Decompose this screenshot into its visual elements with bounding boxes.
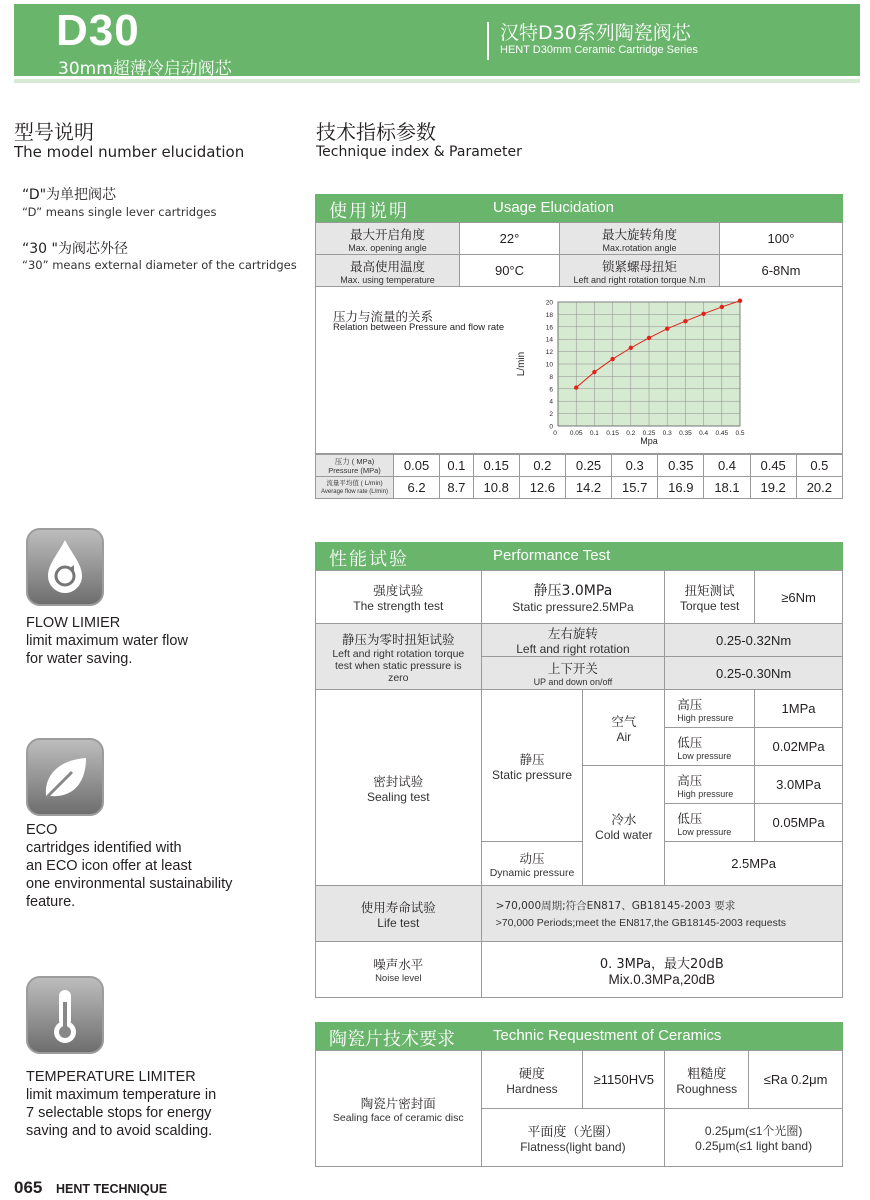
air-low-label-en: Low pressure <box>677 750 732 761</box>
eco-line: an ECO icon offer at least <box>26 858 192 874</box>
performance-table <box>315 570 843 998</box>
leaf-icon <box>26 738 104 816</box>
model-d-cn: “D"为单把阀芯 <box>22 187 117 203</box>
water-low-label-en: Low pressure <box>677 826 732 837</box>
air-low-value: 0.02MPa <box>755 728 843 766</box>
data-point <box>647 336 651 340</box>
y-tick-label: 6 <box>549 386 553 394</box>
eco-line: feature. <box>26 894 76 910</box>
ceramic-section-header <box>315 1022 843 1050</box>
temp-limiter-line: 7 selectable stops for energy <box>26 1105 212 1121</box>
x-tick-label: 0.15 <box>606 430 619 437</box>
performance-section-header <box>315 542 843 570</box>
flow-cell: 14.2 <box>565 477 611 499</box>
product-code: D30 <box>56 6 140 55</box>
max-rot-label: 最大旋转角度 <box>601 226 677 242</box>
data-point <box>738 299 742 303</box>
pressure-cell: 0.15 <box>473 455 519 477</box>
flow-cell: 20.2 <box>796 477 842 499</box>
pressure-row-label-en: Pressure (MPa) <box>328 465 381 475</box>
usage-table <box>315 222 843 287</box>
water-low-label: 低压 <box>677 810 703 826</box>
air-high-label: 高压 <box>677 696 703 712</box>
y-tick-label: 12 <box>545 349 553 357</box>
pressure-cell: 0.45 <box>750 455 796 477</box>
x-axis-label: Mpa <box>640 436 658 446</box>
pressure-flow-table <box>315 454 843 499</box>
flow-cell: 12.6 <box>519 477 565 499</box>
flatness-value-cn: 0.25μm(≤1个光圈) <box>704 1124 803 1138</box>
y-tick-label: 14 <box>545 336 553 344</box>
header-divider <box>487 22 489 60</box>
eco-title: ECO <box>26 822 58 838</box>
usage-title-cn: 使用说明 <box>329 201 409 222</box>
y-axis-label: L/min <box>516 351 527 377</box>
model-d-en: “D” means single lever cartridges <box>22 205 217 219</box>
model-title-en: The model number elucidation <box>14 143 245 161</box>
torque-test-value: ≥6Nm <box>755 571 843 624</box>
x-origin-label: 0 <box>553 430 557 437</box>
data-point <box>610 357 614 361</box>
water-label-en: Cold water <box>595 827 653 842</box>
flatness-label: 平面度（光圈） <box>527 1125 619 1140</box>
air-high-value: 1MPa <box>755 690 843 728</box>
air-high-label-en: High pressure <box>677 712 734 723</box>
water-high-value: 3.0MPa <box>755 766 843 804</box>
pressure-cell: 0.4 <box>704 455 750 477</box>
max-temp-label-en: Max. using temperature <box>340 274 435 285</box>
noise-label-en: Noise level <box>375 973 422 984</box>
noise-value-cn: 0. 3MPa，最大20dB <box>599 956 724 972</box>
flow-row-label-en: Average flow rate (L/min) <box>321 488 388 495</box>
water-high-label: 高压 <box>677 772 703 788</box>
flow-limiter-line: for water saving. <box>26 651 133 667</box>
ceramic-title-cn: 陶瓷片技术要求 <box>329 1029 455 1050</box>
header-underline <box>14 79 860 83</box>
y-tick-label: 20 <box>545 299 553 307</box>
static-label: 静压 <box>519 751 545 767</box>
thermometer-icon <box>26 976 104 1054</box>
torque-test-label-en: Torque test <box>679 599 740 613</box>
ud-switch-value: 0.25-0.30Nm <box>665 657 843 690</box>
pressure-cell: 0.05 <box>394 455 440 477</box>
hardness-value: ≥1150HV5 <box>583 1051 665 1109</box>
zero-torque-label-en: Left and right rotation torque test when static pressure is zero <box>332 647 465 684</box>
life-test-value-en: >70,000 Periods;meet the EN817,the GB18145-2003 requests <box>495 917 787 929</box>
pressure-row-label-cn: 压力 ( MPa) <box>334 456 375 466</box>
dynamic-value: 2.5MPa <box>665 842 843 886</box>
temp-limiter-line: limit maximum temperature in <box>26 1087 217 1103</box>
y-tick-label: 8 <box>549 373 553 381</box>
pressure-cell: 0.25 <box>565 455 611 477</box>
x-tick-label: 0.45 <box>715 430 729 437</box>
model-30-en: “30” means external diameter of the cartridges <box>22 258 297 272</box>
y-tick-label: 4 <box>549 398 553 406</box>
life-test-label: 使用寿命试验 <box>360 899 436 915</box>
pressure-flow-chart <box>500 292 760 452</box>
x-tick-label: 0.1 <box>589 430 599 437</box>
data-point <box>683 319 687 323</box>
flatness-label-en: Flatness(light band) <box>520 1140 626 1154</box>
model-title-cn: 型号说明 <box>14 120 94 144</box>
max-rot-label-en: Max.rotation angle <box>602 242 677 253</box>
flow-row-label-cn: 流量平均值 ( L/min) <box>326 479 383 487</box>
ud-switch-label-en: UP and down on/off <box>533 677 613 687</box>
seal-test-label: 密封试验 <box>373 773 424 789</box>
usage-title-en: Usage Elucidation <box>493 199 614 216</box>
life-test-value-cn: >70,000周期;符合EN817、GB18145-2003 要求 <box>495 900 736 912</box>
torque-label: 锁紧螺母扭矩 <box>601 258 677 274</box>
max-rot-value: 100° <box>720 223 843 255</box>
flow-cell: 15.7 <box>612 477 658 499</box>
dynamic-label: 动压 <box>519 850 545 866</box>
torque-label-en: Left and right rotation torque N.m <box>573 274 706 285</box>
eco-line: one environmental sustainability <box>26 876 233 892</box>
y-tick-label: 16 <box>545 324 553 332</box>
max-open-label-en: Max. opening angle <box>348 242 427 253</box>
water-high-label-en: High pressure <box>677 788 734 799</box>
roughness-label: 粗糙度 <box>687 1067 727 1082</box>
tech-title-cn: 技术指标参数 <box>316 120 436 144</box>
flow-cell: 10.8 <box>473 477 519 499</box>
flow-limiter-title: FLOW LIMIER <box>26 615 121 631</box>
ceramic-table <box>315 1050 843 1167</box>
sealing-face-label-en: Sealing face of ceramic disc <box>332 1111 464 1124</box>
footer-brand: HENT TECHNIQUE <box>56 1182 168 1196</box>
air-low-label: 低压 <box>677 734 703 750</box>
data-point <box>574 385 578 389</box>
performance-title-en: Performance Test <box>493 547 611 564</box>
lr-rotation-label-en: Left and right rotation <box>516 642 630 656</box>
life-test-label-en: Life test <box>377 915 420 930</box>
pressure-cell: 0.1 <box>440 455 473 477</box>
lr-rotation-label: 左右旋转 <box>547 626 598 641</box>
static-pressure-value: 静压3.0MPa <box>533 583 613 599</box>
static-label-en: Static pressure <box>491 767 573 782</box>
x-tick-label: 0.05 <box>569 430 583 437</box>
page-number: 065 <box>14 1178 43 1197</box>
sealing-face-label: 陶瓷片密封面 <box>360 1095 436 1111</box>
x-tick-label: 0.35 <box>679 430 692 437</box>
flow-cell: 16.9 <box>658 477 704 499</box>
air-label-en: Air <box>616 729 632 744</box>
pressure-cell: 0.3 <box>612 455 658 477</box>
eco-line: cartridges identified with <box>26 840 182 856</box>
flow-limiter-feature <box>26 614 188 668</box>
data-point <box>701 312 705 316</box>
data-point <box>665 326 669 330</box>
x-tick-label: 0.25 <box>642 430 656 437</box>
water-label: 冷水 <box>611 811 637 827</box>
temperature-limiter-feature <box>26 1068 216 1140</box>
water-low-value: 0.05MPa <box>755 804 843 842</box>
data-point <box>592 370 596 374</box>
series-title-en: HENT D30mm Ceramic Cartridge Series <box>500 44 698 56</box>
x-tick-label: 0.3 <box>662 430 672 437</box>
flow-cell: 19.2 <box>750 477 796 499</box>
y-tick-label: 18 <box>545 311 553 319</box>
hardness-label-en: Hardness <box>506 1082 558 1096</box>
hardness-label: 硬度 <box>518 1067 545 1082</box>
strength-label-en: The strength test <box>353 599 444 613</box>
product-subtitle: 30mm超薄冷启动阀芯 <box>58 59 232 79</box>
noise-label: 噪声水平 <box>373 957 424 972</box>
x-tick-label: 0.5 <box>735 430 745 437</box>
torque-value: 6-8Nm <box>720 255 843 287</box>
dynamic-label-en: Dynamic pressure <box>489 866 575 879</box>
water-drop-icon <box>26 528 104 606</box>
strength-label: 强度试验 <box>373 583 424 598</box>
eco-feature <box>26 821 232 911</box>
model-30-cn: “30 "为阀芯外径 <box>22 241 128 257</box>
data-point <box>629 346 633 350</box>
max-open-label: 最大开启角度 <box>349 226 425 242</box>
performance-title-cn: 性能试验 <box>329 549 409 570</box>
flow-cell: 6.2 <box>394 477 440 499</box>
x-tick-label: 0.4 <box>699 430 709 437</box>
static-pressure-value-en: Static pressure2.5MPa <box>512 600 634 614</box>
noise-value-en: Mix.0.3MPa,20dB <box>608 971 716 987</box>
data-point <box>720 305 724 309</box>
lr-rotation-value: 0.25-0.32Nm <box>665 624 843 657</box>
seal-test-label-en: Sealing test <box>366 789 430 804</box>
series-title-cn: 汉特D30系列陶瓷阀芯 <box>500 22 691 44</box>
flow-cell: 8.7 <box>440 477 473 499</box>
torque-test-label: 扭矩测试 <box>684 583 735 598</box>
usage-section-header <box>315 194 843 222</box>
flatness-value-en: 0.25μm(≤1 light band) <box>695 1139 813 1153</box>
ceramic-title-en: Technic Requestment of Ceramics <box>493 1027 722 1044</box>
max-temp-label: 最高使用温度 <box>349 258 425 274</box>
chart-title: 压力与流量的关系 <box>333 309 434 324</box>
x-tick-label: 0.2 <box>626 430 636 437</box>
pressure-cell: 0.35 <box>658 455 704 477</box>
flow-cell: 18.1 <box>704 477 750 499</box>
tech-title-en: Technique index & Parameter <box>316 144 522 160</box>
y-tick-label: 0 <box>549 423 553 431</box>
max-open-value: 22° <box>460 223 560 255</box>
pressure-cell: 0.2 <box>519 455 565 477</box>
temp-limiter-line: saving and to avoid scalding. <box>26 1123 213 1139</box>
y-tick-label: 2 <box>549 411 553 419</box>
pressure-cell: 0.5 <box>796 455 842 477</box>
y-tick-label: 10 <box>545 361 553 369</box>
temp-limiter-title: TEMPERATURE LIMITER <box>26 1069 196 1085</box>
zero-torque-label: 静压为零时扭矩试验 <box>342 631 455 647</box>
roughness-label-en: Roughness <box>676 1082 738 1096</box>
ud-switch-label: 上下开关 <box>547 661 598 676</box>
chart-subtitle: Relation between Pressure and flow rate <box>333 322 505 333</box>
flow-limiter-line: limit maximum water flow <box>26 633 188 649</box>
max-temp-value: 90°C <box>460 255 560 287</box>
air-label: 空气 <box>611 713 637 729</box>
roughness-value: ≤Ra 0.2μm <box>749 1051 843 1109</box>
